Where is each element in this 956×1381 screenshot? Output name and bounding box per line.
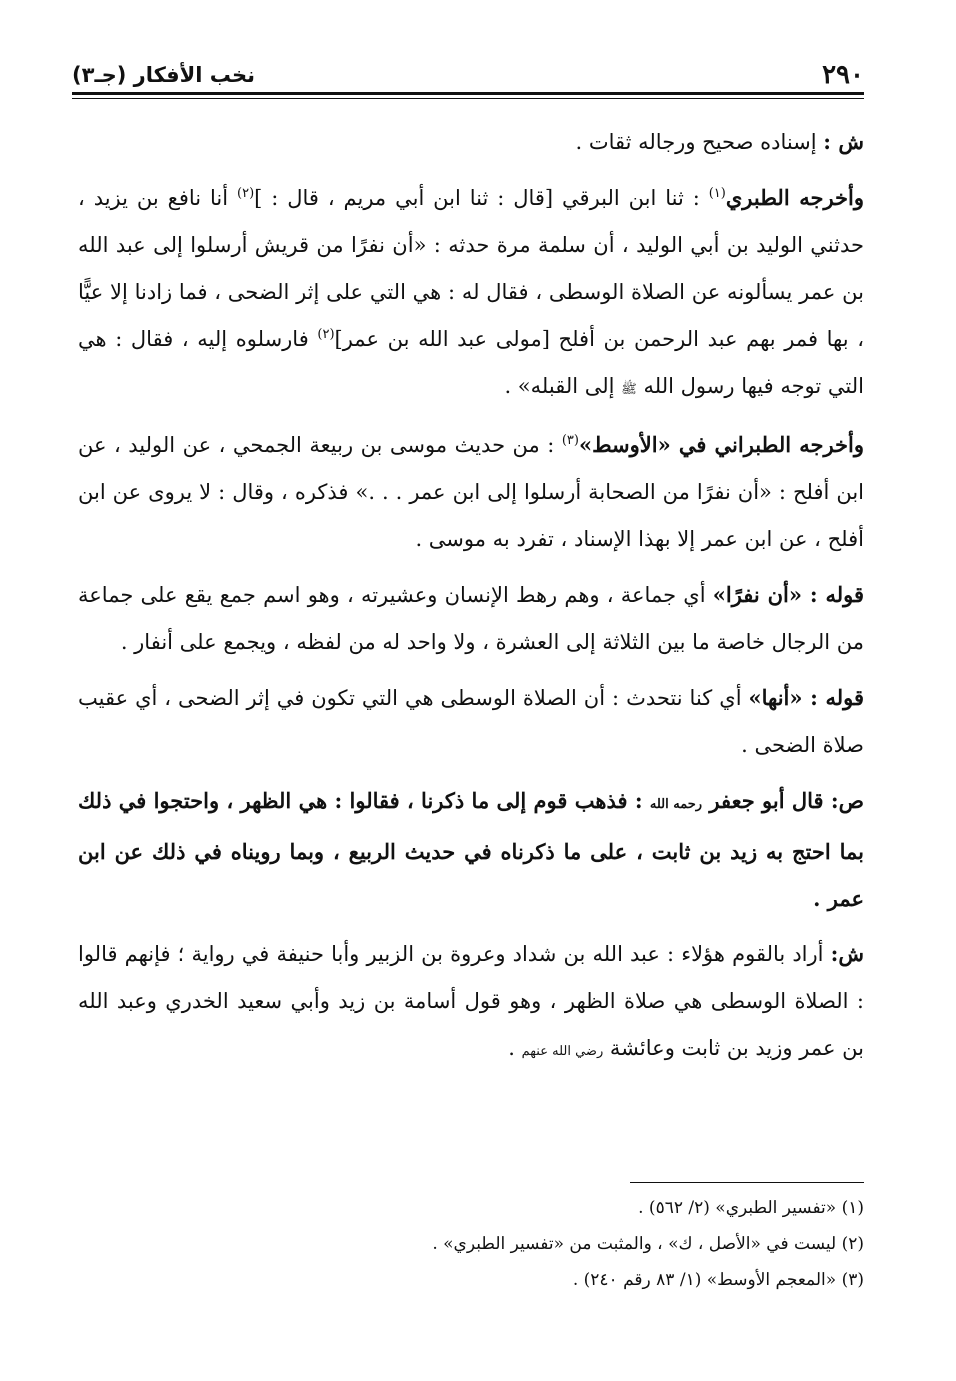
honorific-glyph: رحمه الله (649, 797, 703, 812)
page-header (72, 54, 864, 90)
footnotes (78, 1190, 864, 1298)
paragraph-label: ش: (830, 941, 864, 966)
paragraph-1 (78, 118, 864, 166)
paragraph-label: وأخرجه الطبراني في «الأوسط» (578, 432, 864, 457)
paragraph-6 (78, 777, 864, 922)
footnote-1: (١) «تفسير الطبري» (٢/ ٥٦٢) . (638, 1198, 864, 1218)
paragraph-label: ش : (823, 129, 864, 154)
footnote-separator (630, 1182, 864, 1183)
footnote-ref: (١) (708, 186, 726, 201)
footnote-3: (٣) «المعجم الأوسط» (١/ ٨٣ رقم ٢٤٠) . (572, 1270, 864, 1290)
paragraph-text: ص: قال أبو جعفر (702, 788, 864, 813)
salutation-glyph: ﷺ (621, 382, 637, 397)
footnote-ref: (٢) (317, 327, 335, 342)
footnote-ref: (٢) (237, 186, 255, 201)
paragraph-text: : ثنا ابن البرقي [قال : ثنا ابن أبي مريم ، قال : ] (254, 186, 709, 210)
book-title: نخب الأفكار (جـ٣) (72, 63, 255, 87)
paragraph-7 (78, 930, 864, 1075)
paragraph-text: إسناده صحيح ورجاله ثقات . (575, 130, 824, 154)
paragraph-text: أي كنا نتحدث : أن الصلاة الوسطى هي التي تكون في إثر الضحى ، أي عقيب صلاة الضحى . (78, 686, 864, 757)
paragraph-5 (78, 674, 864, 769)
paragraph-label: قوله : «أن نفرًا» (712, 582, 864, 607)
paragraph-text: إلى القبله» . (504, 374, 622, 398)
honorific-glyph: رضي الله عنهم (521, 1044, 604, 1059)
main-text (78, 118, 864, 1075)
paragraph-text: فارسلوه إليه ، فقال : هي التي توجه فيها رسول الله (78, 327, 864, 398)
footnote-ref: (٣) (561, 433, 579, 448)
paragraph-text: أي جماعة ، وهم رهط الإنسان وعشيرته ، وهو اسم جمع يقع على جماعة من الرجال خاصة ما بين الثلاثة إلى العشرة ، ولا واحد له من لفظه ، ويجمع على أنفار . (78, 583, 864, 654)
paragraph-3 (78, 421, 864, 563)
paragraph-text: : من حديث موسى بن ربيعة الجمحي ، عن الوليد ، عن ابن أفلح : «أن نفرًا من الصحابة أرسلوا إلى ابن عمر . . .» فذكره ، وقال : لا يروى عن ابن أفلح ، عن ابن عمر إلا بهذا الإسناد ، تفرد به موسى . (78, 433, 864, 551)
header-rule-thick (72, 92, 864, 95)
paragraph-4 (78, 571, 864, 666)
footnote-2: (٢) ليست في «الأصل ، ك» ، والمثبت من «تفسير الطبري» . (432, 1234, 864, 1254)
paragraph-text: أنا نافع بن يزيد ، حدثني الوليد بن أبي الوليد ، أن سلمة مرة حدثه : «أن نفرًا من قريش أرسلوا إلى عبد الله بن عمر يسألونه عن الصلاة الوسطى ، فقال له : هي التي على إثر الضحى ، فما زادنا إلا عيًّا ، بها فمر بهم عبد الرحمن بن أفلح [مولى عبد الله بن عمر] (78, 186, 864, 351)
paragraph-text: . (508, 1036, 522, 1060)
paragraph-text: : فذهب قوم إلى ما ذكرنا ، فقالوا : هي الظهر ، واحتجوا في ذلك بما احتج به زيد بن ثابت ، على ما ذكرناه في حديث الربيع ، وبما رويناه في ذلك عن ابن عمر . (77, 788, 864, 911)
paragraph-2 (78, 174, 864, 413)
header-rule-thin (72, 98, 864, 99)
paragraph-label: وأخرجه الطبري (725, 185, 864, 210)
page-number: ٢٩٠ (822, 60, 864, 90)
paragraph-label: قوله : «أنها» (748, 685, 865, 710)
paragraph-text: أراد بالقوم هؤلاء : عبد الله بن شداد وعروة بن الزبير وأبا حنيفة في رواية ؛ فإنهم قالوا : الصلاة الوسطى هي صلاة الظهر ، وهو قول أسامة بن زيد وأبي سعيد الخدري وعبد الله بن عمر وزيد بن ثابت وعائشة (78, 942, 864, 1060)
